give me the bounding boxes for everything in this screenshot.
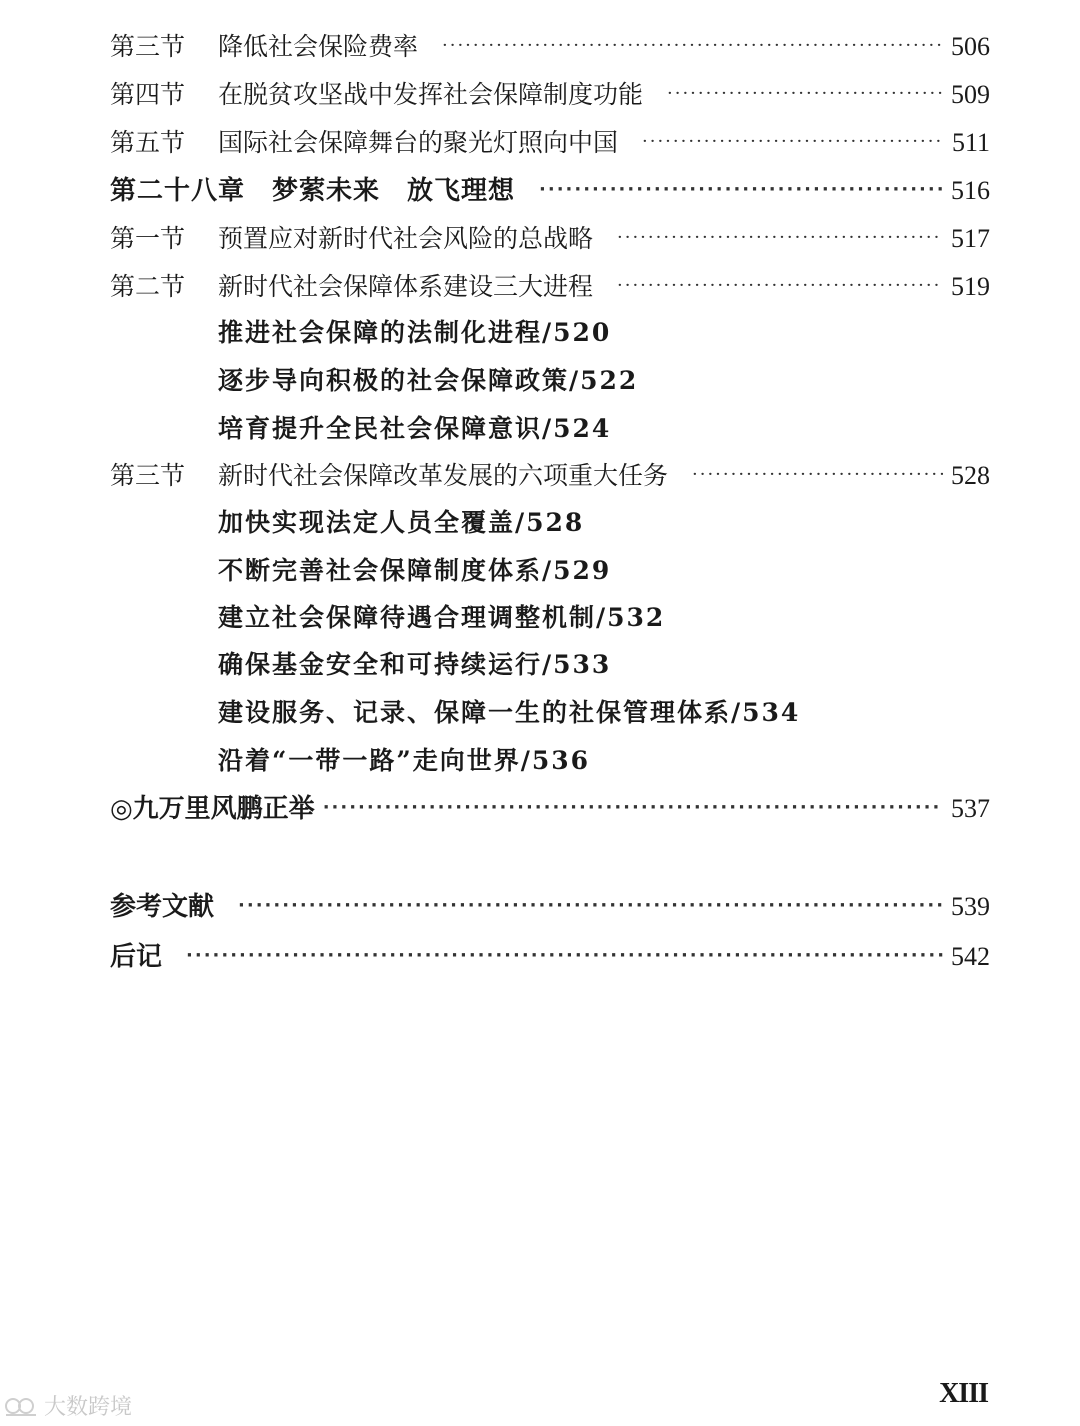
section-title: 降低社会保险费率 bbox=[218, 32, 419, 61]
page-number: 516 bbox=[951, 176, 990, 205]
toc-entry-label bbox=[110, 78, 643, 112]
leader-dots bbox=[667, 77, 943, 111]
section-number: 第三节 bbox=[110, 461, 186, 490]
leader-dots bbox=[186, 939, 943, 973]
section-number: 第三节 bbox=[110, 32, 186, 61]
leader-dots bbox=[323, 791, 943, 825]
toc-entry-label bbox=[110, 30, 418, 64]
toc-chapter-entry[interactable] bbox=[110, 174, 990, 211]
toc-subitem[interactable]: 推进社会保障的法制化进程/520 bbox=[218, 318, 612, 347]
toc-subitem[interactable]: 建立社会保障待遇合理调整机制/532 bbox=[218, 603, 666, 632]
brand-logo-icon bbox=[4, 1393, 38, 1419]
page-number: 539 bbox=[951, 892, 990, 921]
section-number: 第四节 bbox=[110, 80, 186, 109]
toc-entry[interactable] bbox=[110, 222, 990, 259]
page-number: 506 bbox=[951, 32, 990, 61]
epilogue-title: ◎九万里风鹏正举 bbox=[110, 794, 315, 824]
toc-subitem[interactable]: 加快实现法定人员全覆盖/528 bbox=[218, 508, 585, 537]
leader-dots bbox=[692, 458, 943, 492]
toc-subitem[interactable]: 建设服务、记录、保障一生的社保管理体系/534 bbox=[218, 698, 801, 727]
section-title: 国际社会保障舞台的聚光灯照向中国 bbox=[218, 128, 619, 157]
page-number: 509 bbox=[951, 80, 990, 109]
toc-entry-label bbox=[110, 270, 593, 304]
toc-subitem[interactable]: 确保基金安全和可持续运行/533 bbox=[218, 650, 612, 679]
folio-page-number: XIII bbox=[939, 1378, 988, 1409]
watermark-text: 大数跨境 bbox=[44, 1395, 133, 1420]
leader-dots bbox=[642, 125, 944, 159]
toc-entry-label bbox=[110, 126, 618, 160]
leader-dots bbox=[442, 29, 943, 63]
toc-entry-label bbox=[110, 222, 593, 256]
toc-entry[interactable] bbox=[110, 270, 990, 307]
page-number: 511 bbox=[951, 128, 990, 157]
toc-subitem[interactable]: 沿着“一带一路”走向世界/536 bbox=[218, 746, 591, 775]
toc-entry[interactable] bbox=[110, 78, 990, 115]
section-title: 在脱贫攻坚战中发挥社会保障制度功能 bbox=[218, 80, 644, 109]
toc-subitem[interactable]: 逐步导向积极的社会保障政策/522 bbox=[218, 366, 639, 395]
toc-epilogue-entry[interactable] bbox=[110, 792, 990, 829]
leader-dots bbox=[238, 889, 943, 923]
afterword-title: 后记 bbox=[110, 942, 163, 972]
page-number: 542 bbox=[951, 942, 990, 971]
chapter-title: 第二十八章 梦萦未来 放飞理想 bbox=[110, 176, 516, 206]
toc-entry[interactable] bbox=[110, 30, 990, 67]
toc-entry-label bbox=[110, 459, 668, 493]
references-title: 参考文献 bbox=[110, 892, 215, 922]
section-title: 新时代社会保障体系建设三大进程 bbox=[218, 272, 594, 301]
leader-dots bbox=[539, 173, 943, 207]
toc-afterword-entry[interactable] bbox=[110, 940, 990, 977]
toc-entry[interactable] bbox=[110, 459, 990, 496]
page-number: 537 bbox=[951, 794, 990, 823]
section-number: 第二节 bbox=[110, 272, 186, 301]
leader-dots bbox=[617, 269, 943, 303]
toc-entry[interactable] bbox=[110, 126, 990, 163]
section-number: 第一节 bbox=[110, 224, 186, 253]
toc-subitem[interactable]: 不断完善社会保障制度体系/529 bbox=[218, 556, 612, 585]
section-title: 新时代社会保障改革发展的六项重大任务 bbox=[218, 461, 669, 490]
page-number: 528 bbox=[951, 461, 990, 490]
page-number: 517 bbox=[951, 224, 990, 253]
page-number: 519 bbox=[951, 272, 990, 301]
watermark bbox=[4, 1390, 132, 1421]
leader-dots bbox=[617, 221, 943, 255]
section-title: 预置应对新时代社会风险的总战略 bbox=[218, 224, 594, 253]
section-number: 第五节 bbox=[110, 128, 186, 157]
toc-subitem[interactable]: 培育提升全民社会保障意识/524 bbox=[218, 414, 612, 443]
toc-references-entry[interactable] bbox=[110, 890, 990, 927]
